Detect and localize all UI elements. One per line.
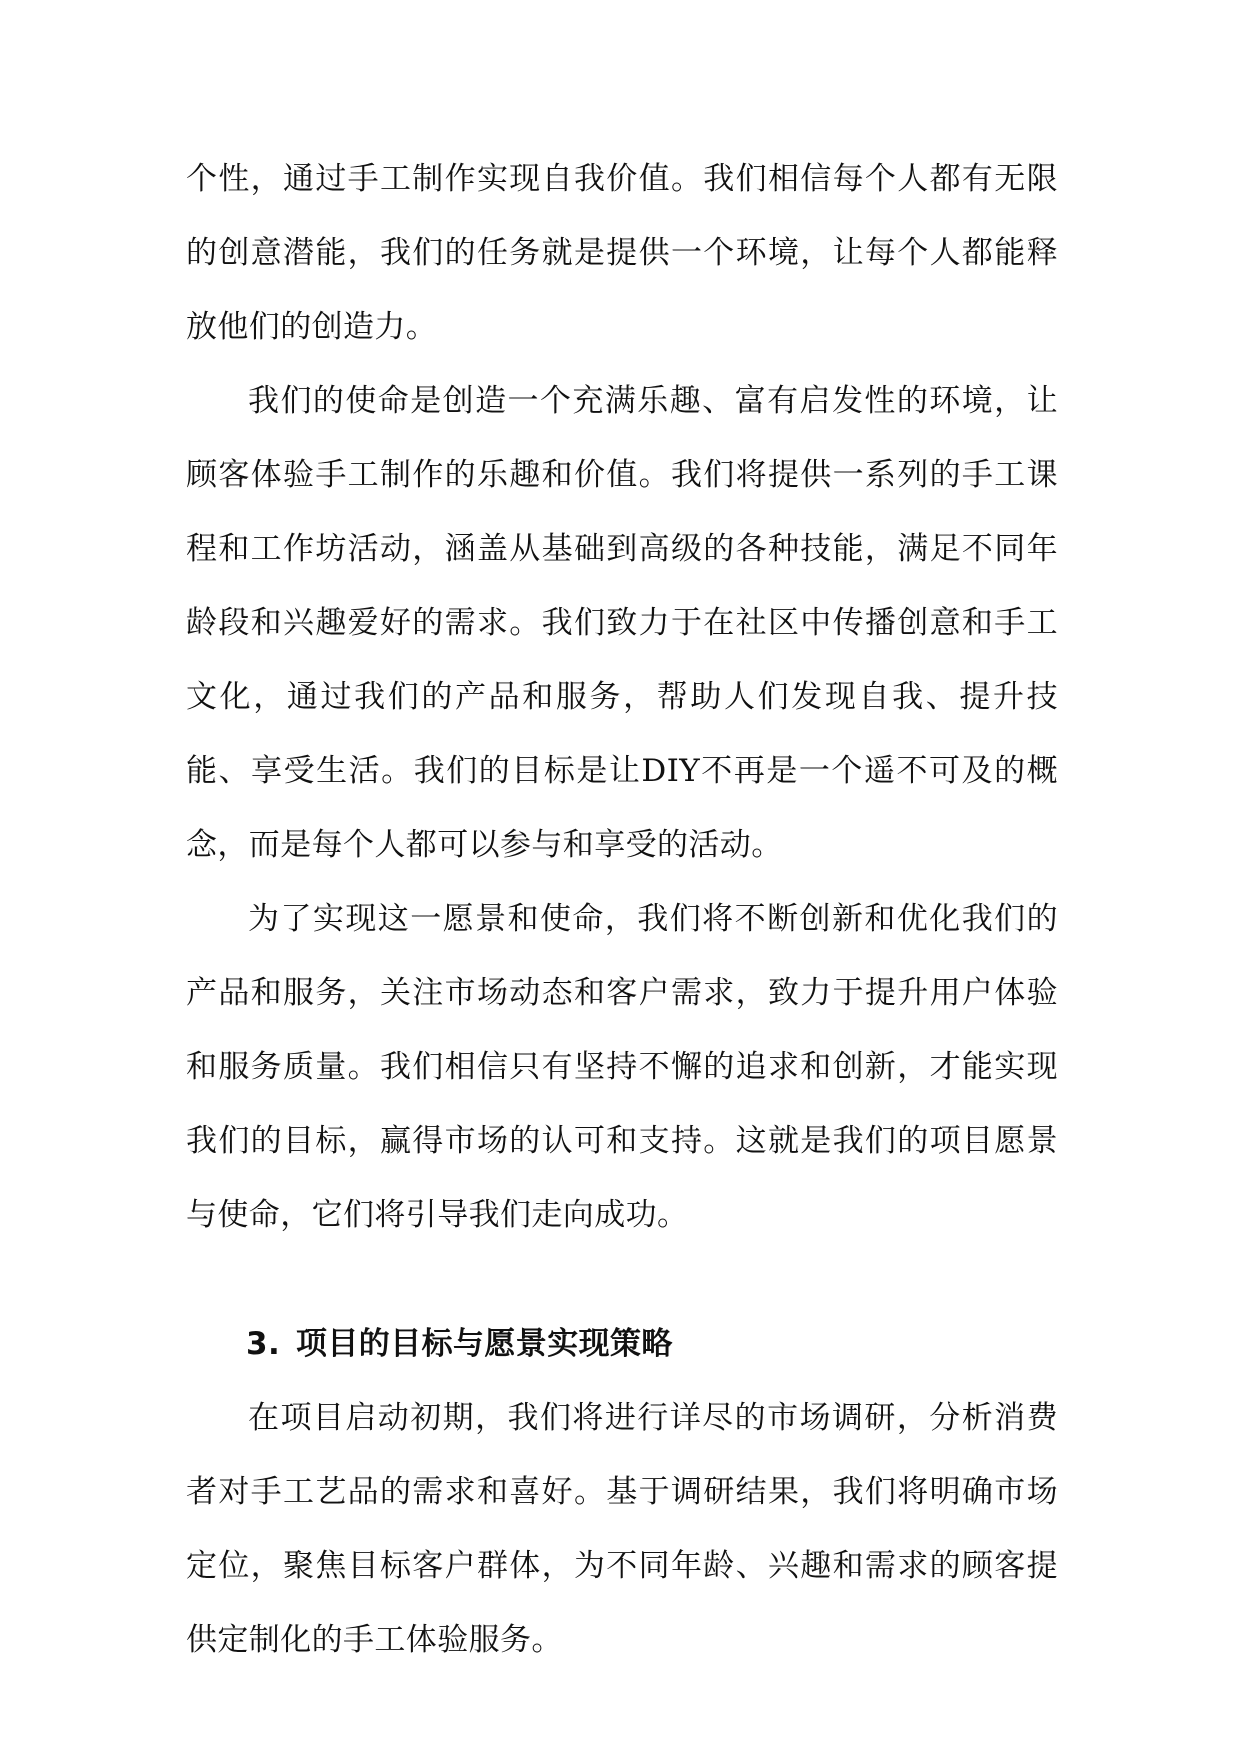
paragraph-strategy: 在项目启动初期，我们将进行详尽的市场调研，分析消费者对手工艺品的需求和喜好。基于调研结果，我们将明确市场定位，聚焦目标客户群体，为不同年龄、兴趣和需求的顾客提供定制化的手工体验服务。 (186, 1400, 1058, 1658)
section-title: 项目的目标与愿景实现策略 (296, 1326, 673, 1362)
paragraph-mission: 我们的使命是创造一个充满乐趣、富有启发性的环境，让顾客体验手工制作的乐趣和价值。我们将提供一系列的手工课程和工作坊活动，涵盖从基础到高级的各种技能，满足不同年龄段和兴趣爱好的需求。我们致力于在社区中传播创意和手工文化，通过我们的产品和服务，帮助人们发现自我、提升技能、享受生活。我们的目标是让DIY不再是一个遥不可及的概念，而是每个人都可以参与和享受的活动。 (186, 383, 1058, 863)
paragraph-commitment: 为了实现这一愿景和使命，我们将不断创新和优化我们的产品和服务，关注市场动态和客户需求，致力于提升用户体验和服务质量。我们相信只有坚持不懈的追求和创新，才能实现我们的目标，赢得市场的认可和支持。这就是我们的项目愿景与使命，它们将引导我们走向成功。 (186, 901, 1058, 1233)
paragraph-continued: 个性，通过手工制作实现自我价值。我们相信每个人都有无限的创意潜能，我们的任务就是提供一个环境，让每个人都能释放他们的创造力。 (186, 161, 1058, 345)
page-body (186, 142, 1058, 1677)
section-heading (186, 1307, 1058, 1381)
section-number: 3. (246, 1326, 281, 1362)
